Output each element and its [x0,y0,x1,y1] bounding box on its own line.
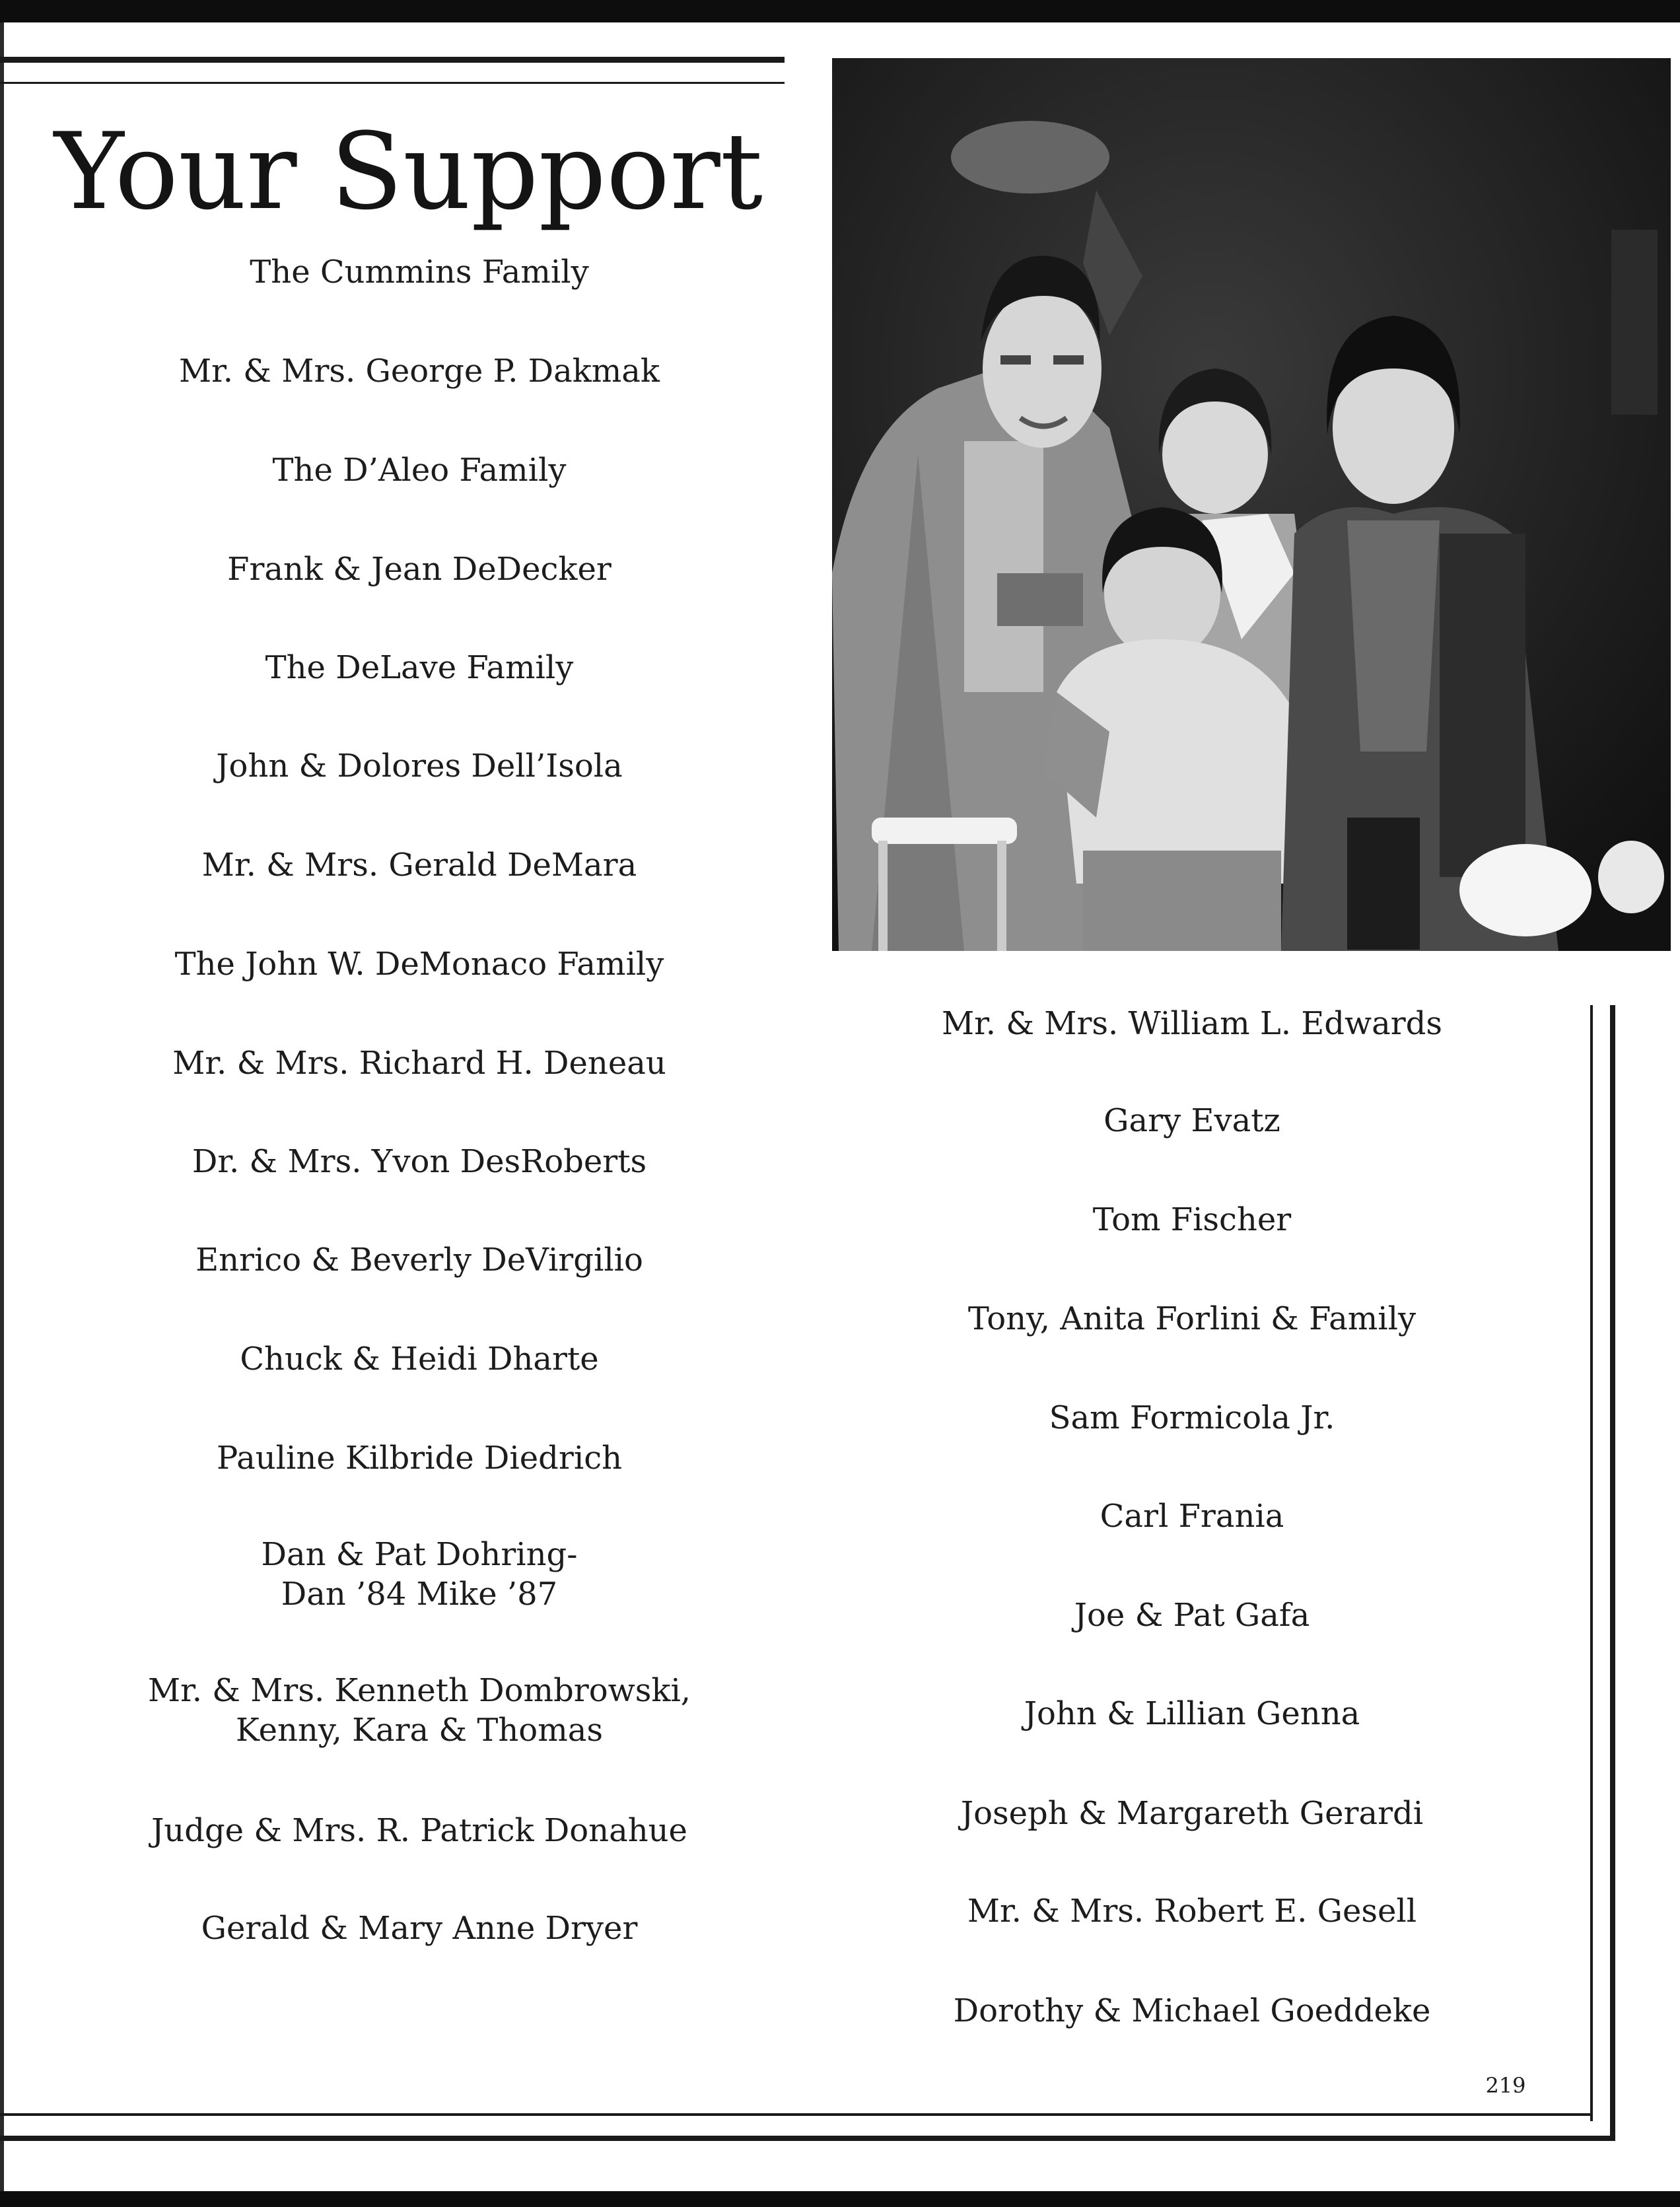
supporter-name [885,1496,1499,1536]
supporter-list-right [885,0,1499,2113]
supporter-name [885,1694,1499,1734]
bottom-rule-thick [0,2136,1615,2141]
supporter-name [106,1339,733,1379]
supporter-name-line: Sam Formicola Jr. [1049,1399,1335,1436]
supporter-name-line: Mr. & Mrs. Richard H. Deneau [172,1045,666,1082]
supporter-name [885,1891,1499,1931]
supporter-name-line: Enrico & Beverly DeVirgilio [195,1242,643,1279]
supporter-name [885,1004,1499,1043]
supporter-name-line: Tom Fischer [1092,1201,1292,1238]
supporter-name [106,1671,733,1750]
supporter-name-line: Kenny, Kara & Thomas [236,1712,603,1749]
scan-bottom-edge [0,2191,1680,2207]
supporter-list-left [106,0,733,1981]
supporter-name [106,1535,733,1614]
scan-left-edge [0,22,4,2191]
supporter-name [885,1991,1499,2031]
supporter-name [885,1101,1499,1140]
supporter-name [885,1595,1499,1635]
page-number: 219 [1485,2073,1526,2098]
supporter-name [106,1043,733,1083]
supporter-name [885,1398,1499,1438]
supporter-name [106,746,733,786]
supporter-name-line: John & Dolores Dell’Isola [216,748,623,785]
supporter-name-line: Joseph & Margareth Gerardi [960,1795,1424,1832]
supporter-name [106,351,733,391]
supporter-name-line: Gerald & Mary Anne Dryer [201,1910,638,1947]
supporter-name-line: Mr. & Mrs. George P. Dakmak [178,353,660,390]
supporter-name-line: Mr. & Mrs. Kenneth Dombrowski, [147,1672,691,1709]
supporter-name [106,1142,733,1181]
supporter-name-line: Chuck & Heidi Dharte [240,1341,599,1378]
right-rule-thick [1610,1005,1615,2141]
supporter-name [885,1200,1499,1240]
supporter-name [106,1909,733,1948]
supporter-name-line: Frank & Jean DeDecker [227,551,612,588]
right-rule-thin [1590,1005,1593,2121]
supporter-name-line: Joe & Pat Gafa [1074,1597,1310,1634]
supporter-name [106,450,733,490]
supporter-name-line: Dorothy & Michael Goeddeke [953,1992,1431,2029]
supporter-name-line: Pauline Kilbride Diedrich [217,1440,622,1477]
supporter-name-line: The D’Aleo Family [272,452,567,489]
supporter-name [106,1811,733,1850]
supporter-name [106,252,733,292]
supporter-name-line: The DeLave Family [265,649,574,686]
supporter-name-line: The John W. DeMonaco Family [174,946,664,983]
supporter-name [885,1794,1499,1833]
supporter-name [885,1299,1499,1339]
supporter-name-line: John & Lillian Genna [1024,1695,1360,1732]
supporter-name-line: Dan ’84 Mike ’87 [281,1576,558,1613]
supporter-name [106,549,733,589]
supporter-name-line: Mr. & Mrs. Gerald DeMara [201,847,637,884]
supporter-name-line: Mr. & Mrs. Robert E. Gesell [967,1893,1417,1930]
supporter-name [106,845,733,885]
supporter-name-line: Dan & Pat Dohring- [261,1536,578,1573]
page-title: Your Support [54,110,763,233]
supporter-name-line: The Cummins Family [250,254,589,291]
supporter-name [106,944,733,984]
supporter-name-line: Gary Evatz [1103,1102,1280,1139]
supporter-name-line: Judge & Mrs. R. Patrick Donahue [151,1812,687,1849]
supporter-name-line: Mr. & Mrs. William L. Edwards [941,1005,1442,1042]
supporter-name-line: Dr. & Mrs. Yvon DesRoberts [192,1143,647,1180]
supporter-name [106,648,733,687]
bottom-rule-thin [0,2113,1593,2116]
supporter-name-line: Tony, Anita Forlini & Family [967,1300,1417,1337]
supporter-name [106,1240,733,1280]
supporter-name-line: Carl Frania [1100,1498,1284,1535]
supporter-name [106,1438,733,1478]
